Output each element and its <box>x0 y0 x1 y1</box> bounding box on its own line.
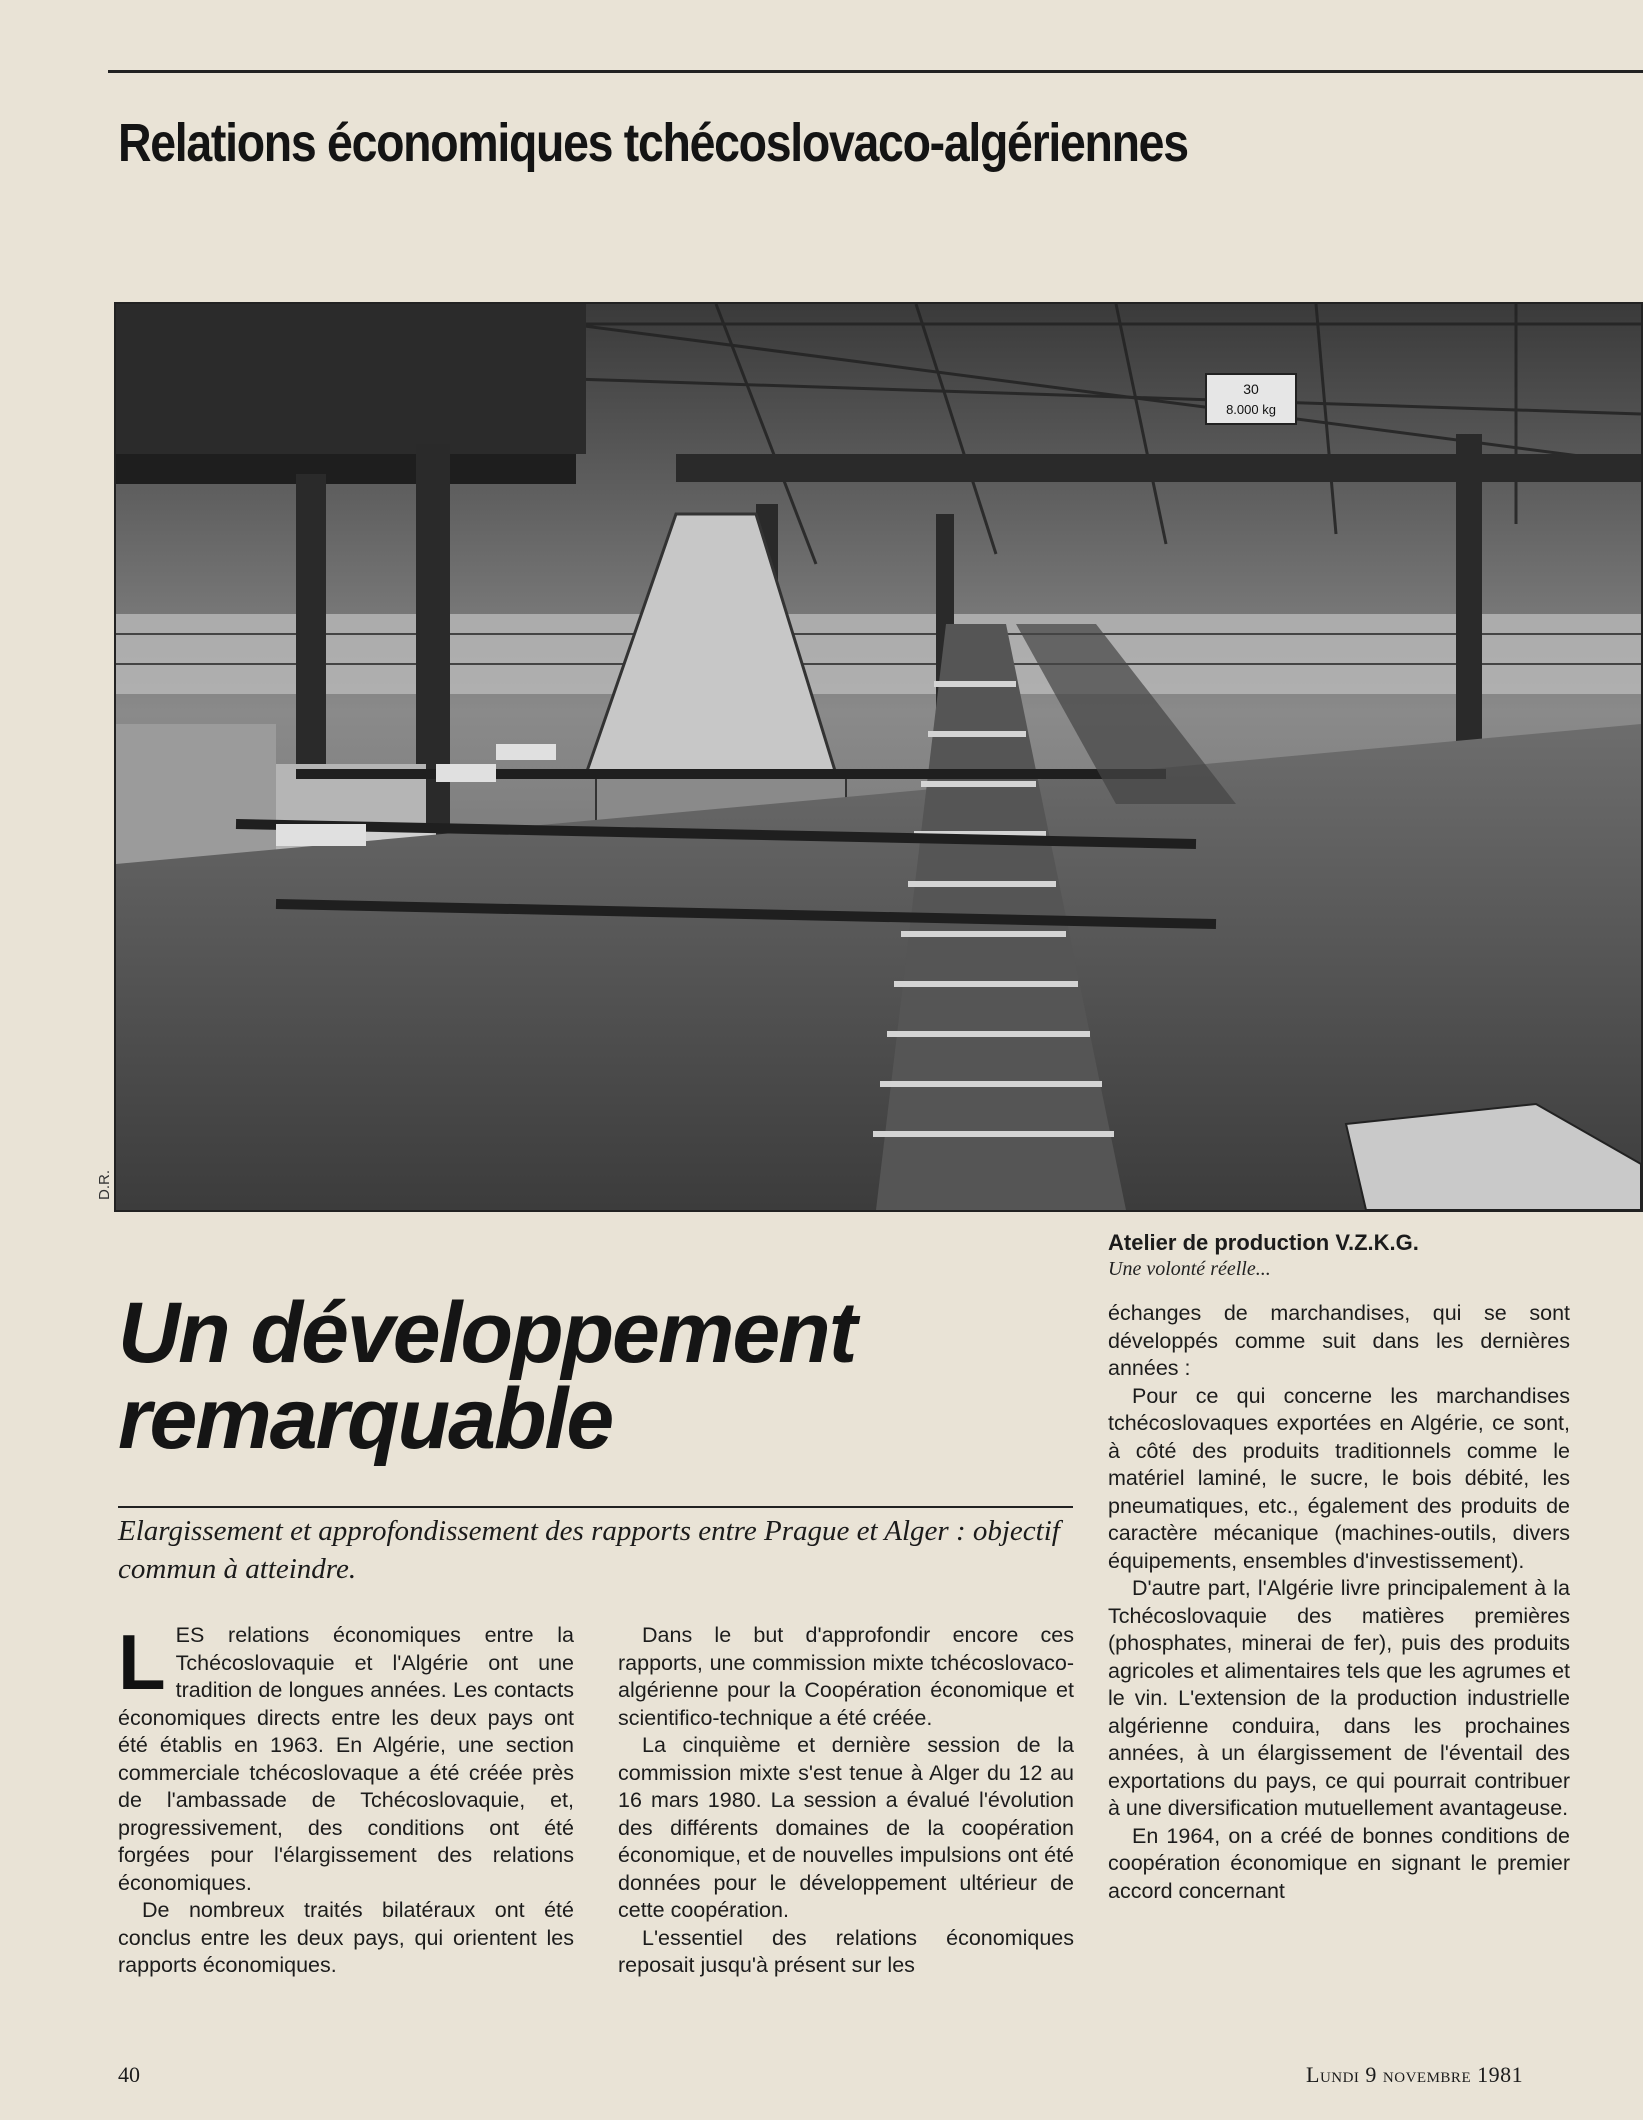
photo-caption-subtitle: Une volonté réelle... <box>1108 1258 1271 1280</box>
article-lead: Elargissement et approfondissement des rapports entre Prague et Alger : objectif commun à atteindre. <box>118 1515 1060 1585</box>
title-rule <box>118 1506 1073 1508</box>
top-rule <box>108 70 1643 73</box>
paragraph: De nombreux traités bilatéraux ont été conclus entre les deux pays, qui orientent les rapports économiques. <box>118 1898 574 1977</box>
paragraph: Pour ce qui concerne les marchandises tchécoslovaques exportées en Algérie, ce sont, à côté des produits traditionnels comme le matériel laminé, le sucre, le bois débité, les pneumatiques, etc., également des produits de caractère mécanique (machines-outils, divers équipements, ensembles d'investissement). <box>1108 1383 1570 1573</box>
factory-photo <box>114 302 1643 1212</box>
paragraph: Dans le but d'approfondir encore ces rapports, une commission mixte tchécoslovaco-algérienne pour la Coopération économique et scientifico-technique a été créée. <box>618 1623 1074 1730</box>
paragraph: En 1964, on a créé de bonnes conditions de coopération économique en signant le premier accord concernant <box>1108 1823 1570 1903</box>
sign-line-1: 30 <box>1243 381 1259 397</box>
issue-date: Lundi 9 novembre 1981 <box>1306 2062 1524 2087</box>
sign-line-2: 8.000 kg <box>1226 402 1276 417</box>
paragraph: D'autre part, l'Algérie livre principalement à la Tchécoslovaquie des matières premières (phosphates, minerai de fer), puis des produits agricoles et alimentaires tels que les agrumes et le vin. L'extension de la production industrielle algérienne conduira, dans les prochaines années, à un élargissement de l'éventail des exportations du pays, ce qui pourrait contribuer à une diversification mutuellement avantageuse. <box>1108 1576 1570 1820</box>
paragraph: LES relations économiques entre la Tchécoslovaquie et l'Algérie ont une tradition de longues années. Les contacts économiques directs entre les deux pays ont été établis en 1963. En Algérie, une section commerciale tchécoslovaque a été créée près de l'ambassade de Tchécoslovaquie, et, progressivement, des conditions ont été forgées pour l'élargissement des relations économiques. <box>118 1618 574 1895</box>
factory-hall-image <box>116 304 1641 1210</box>
paragraph: L'essentiel des relations économiques reposait jusqu'à présent sur les <box>618 1925 1074 1977</box>
photo-caption-title: Atelier de production V.Z.K.G. <box>1108 1230 1419 1255</box>
article-column-3 <box>1108 1300 1570 1905</box>
paragraph: La cinquième et dernière session de la commission mixte s'est tenue à Alger du 12 au 16 mars 1980. La session a évalué l'évolution des différents domaines de la coopération économique, et de nouvelles impulsions ont été données pour le développement ultérieur de cette coopération. <box>618 1733 1074 1922</box>
paragraph: échanges de marchandises, qui se sont développés comme suit dans les dernières années : <box>1108 1301 1570 1380</box>
article-title: Un développement remarquable <box>118 1285 856 1467</box>
photo-credit: D.R. <box>96 1170 113 1200</box>
page-number: 40 <box>118 2062 140 2087</box>
page-headline: Relations économiques tchécoslovaco-algériennes <box>118 113 1188 173</box>
article-column-2 <box>618 1622 1074 1980</box>
drop-cap: L <box>118 1618 166 1706</box>
article-column-1 <box>118 1618 574 1980</box>
